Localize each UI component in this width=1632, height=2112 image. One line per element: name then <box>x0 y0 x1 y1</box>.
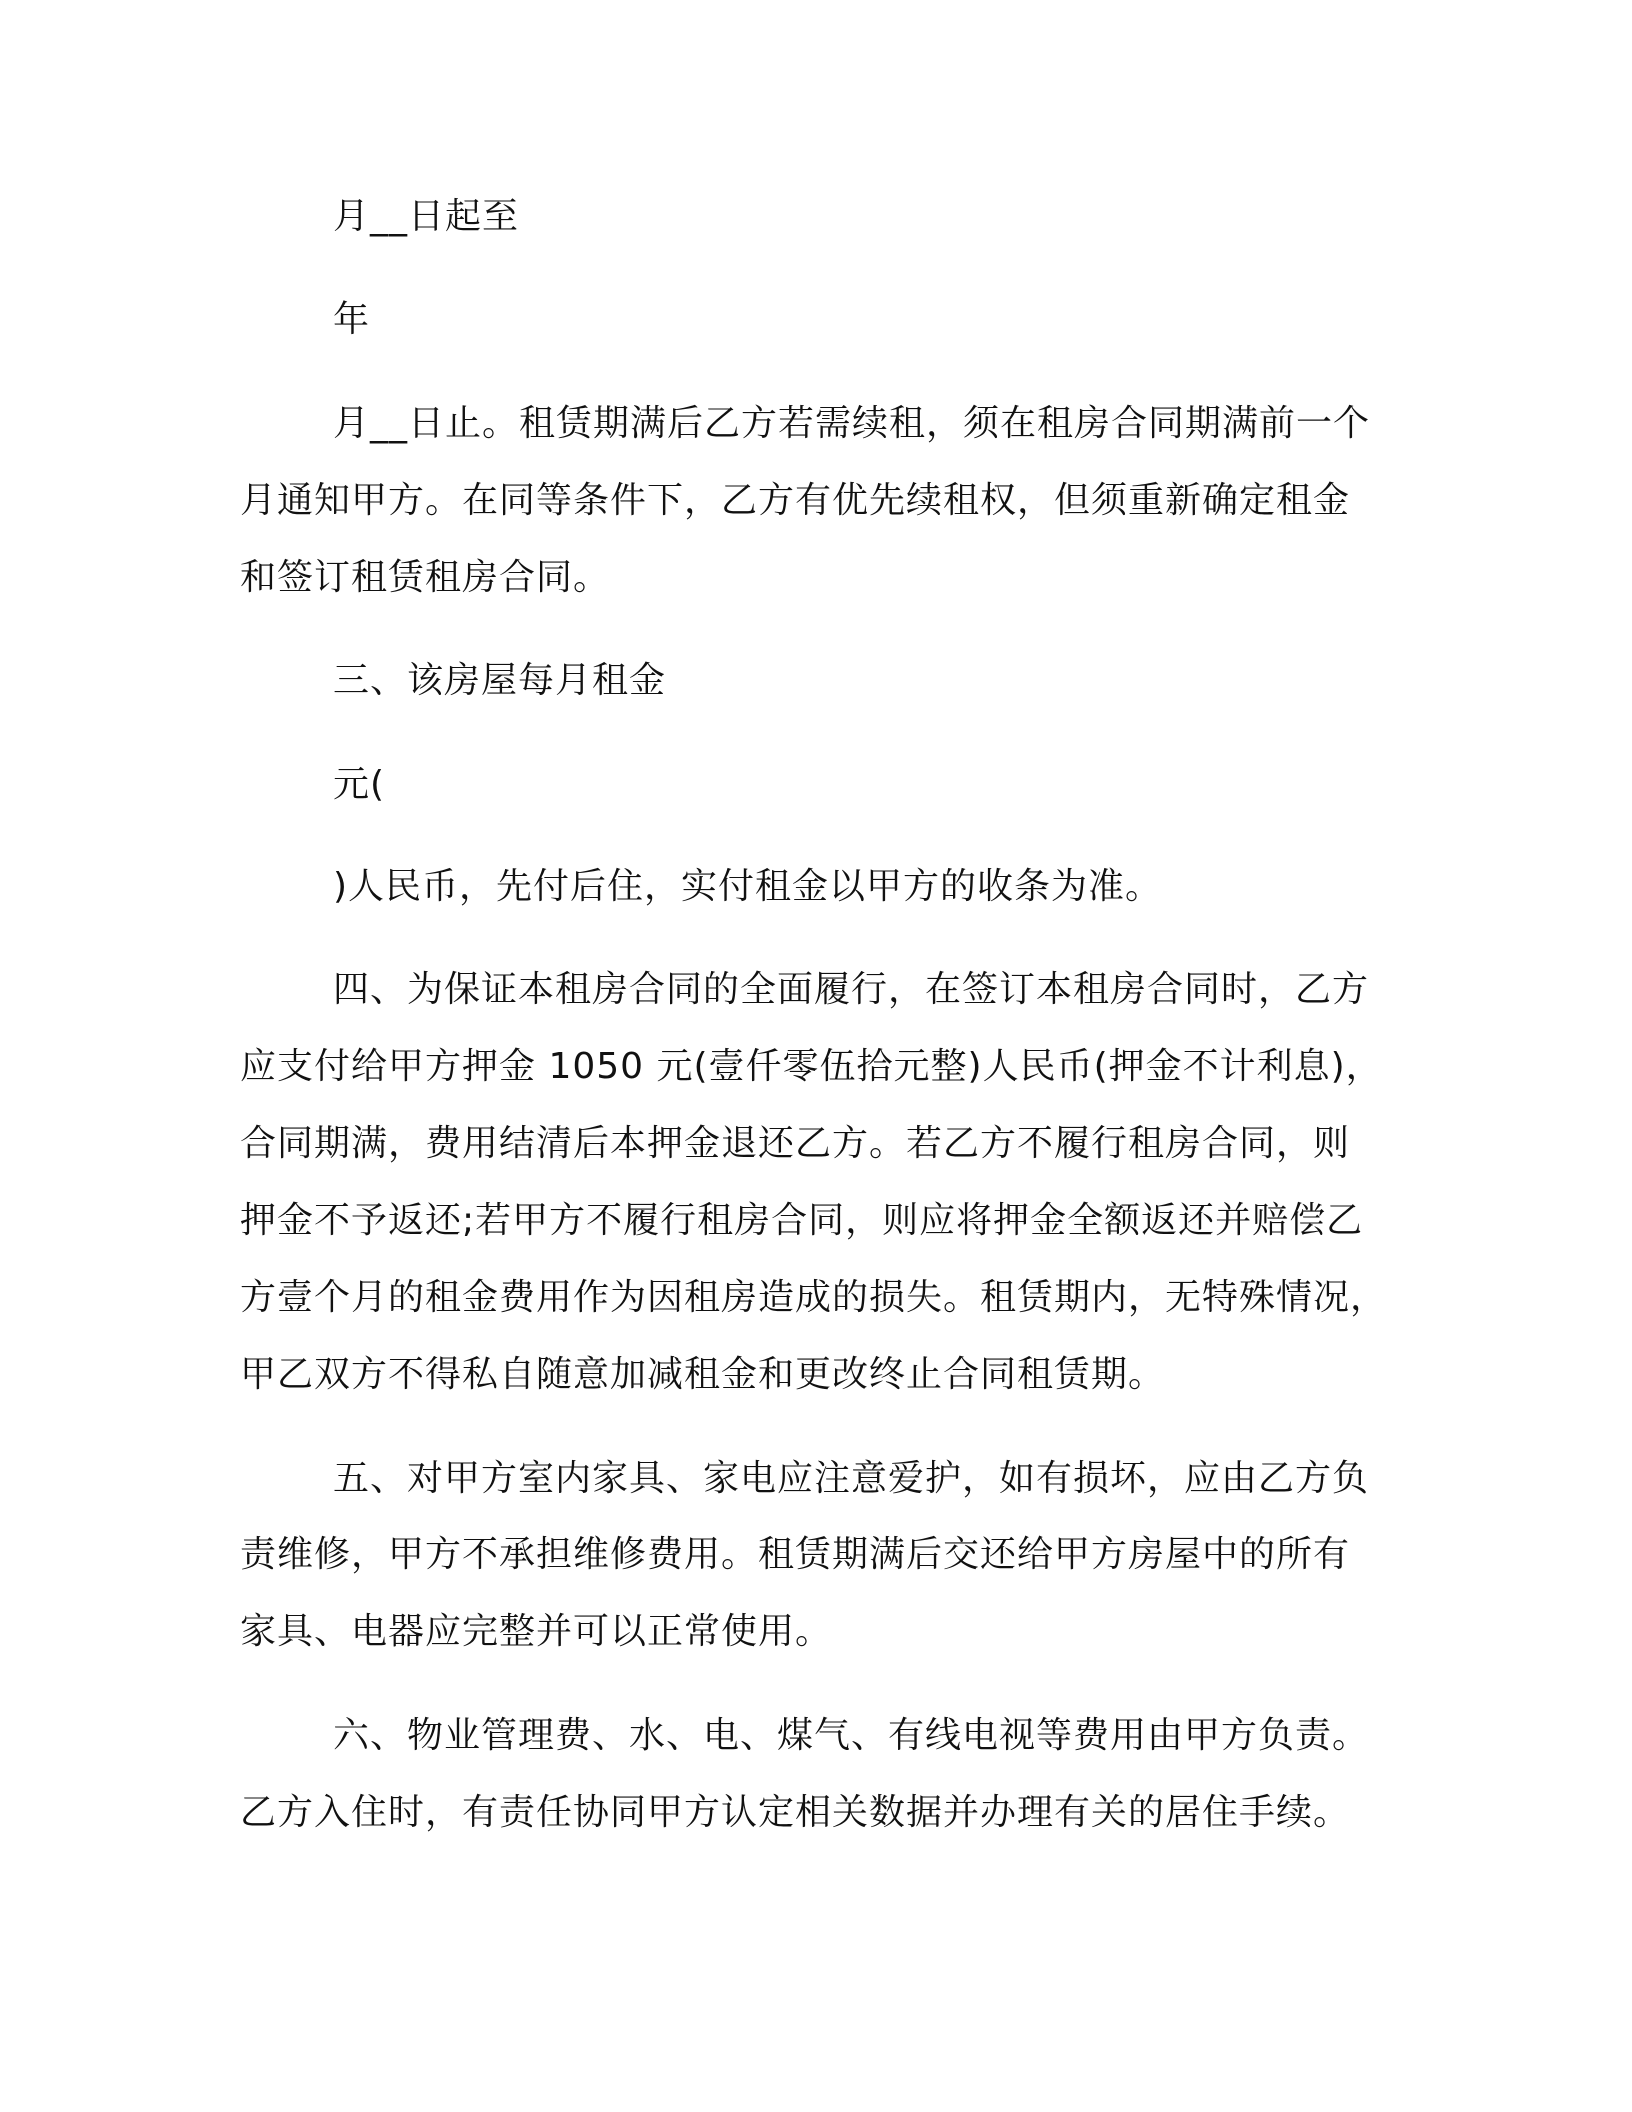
section-heading: 四、为保证本租房合同的全面履行，在签订本租房合同时，乙方 <box>333 969 1370 1010</box>
text-line: 合同期满，费用结清后本押金退还乙方。若乙方不履行租房合同，则 <box>240 1123 1351 1164</box>
text-line: 月__日起至 <box>333 196 520 237</box>
text-line: 押金不予返还;若甲方不履行租房合同，则应将押金全额返还并赔偿乙 <box>240 1200 1364 1241</box>
text-line: 月通知甲方。在同等条件下，乙方有优先续租权，但须重新确定租金 <box>240 480 1351 521</box>
text-line: 乙方入住时，有责任协同甲方认定相关数据并办理有关的居住手续。 <box>240 1792 1351 1833</box>
text-line: 方壹个月的租金费用作为因租房造成的损失。租赁期内，无特殊情况， <box>240 1277 1388 1318</box>
text-line: 责维修，甲方不承担维修费用。租赁期满后交还给甲方房屋中的所有 <box>240 1534 1351 1575</box>
text-line: 年 <box>333 299 371 340</box>
text-line: 家具、电器应完整并可以正常使用。 <box>240 1611 833 1652</box>
text-line: 应支付给甲方押金 1050 元(壹仟零伍拾元整)人民币(押金不计利息)， <box>240 1046 1383 1087</box>
section-heading: 五、对甲方室内家具、家电应注意爱护，如有损坏，应由乙方负 <box>333 1458 1370 1499</box>
text-line: 月__日止。租赁期满后乙方若需续租，须在租房合同期满前一个 <box>333 403 1371 444</box>
text-line: )人民币，先付后住，实付租金以甲方的收条为准。 <box>333 866 1163 907</box>
text-line: 甲乙双方不得私自随意加减租金和更改终止合同租赁期。 <box>240 1354 1166 1395</box>
section-heading: 三、该房屋每月租金 <box>333 660 667 701</box>
text-line: 和签订租赁租房合同。 <box>240 557 611 598</box>
section-heading: 六、物业管理费、水、电、煤气、有线电视等费用由甲方负责。 <box>333 1715 1370 1756</box>
text-line: 元( <box>333 764 386 805</box>
